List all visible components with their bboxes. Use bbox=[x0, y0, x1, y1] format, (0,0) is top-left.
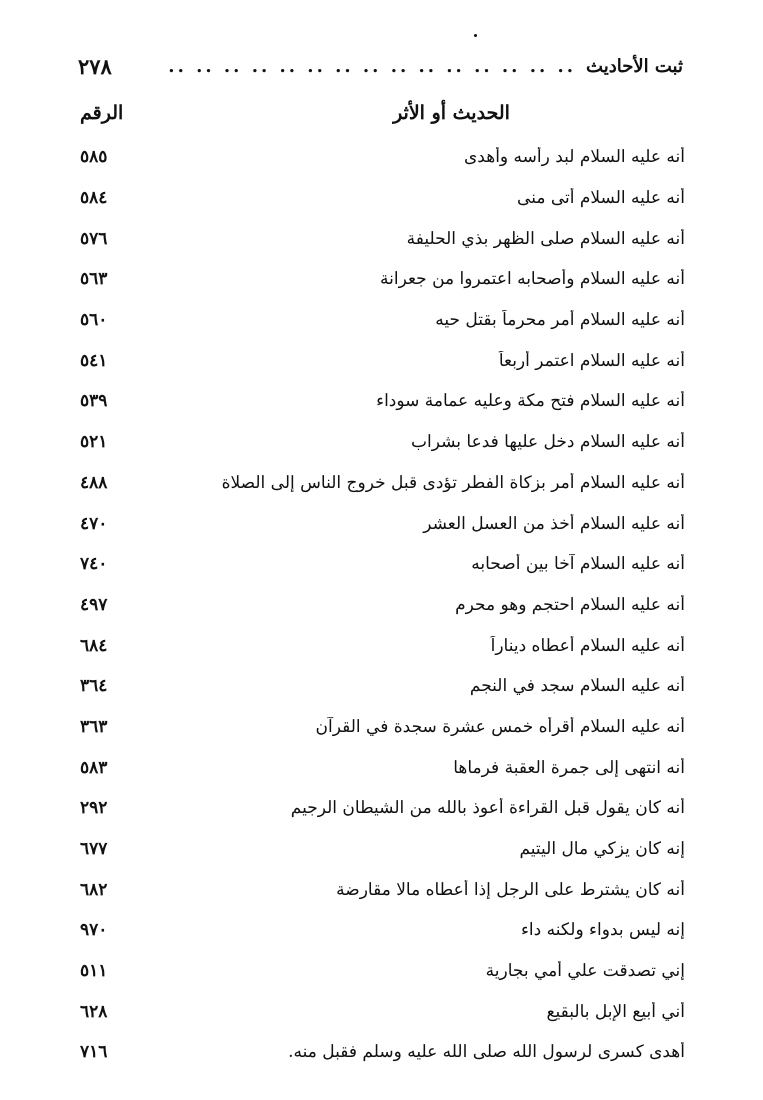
page-number: ٢٧٨ bbox=[78, 53, 112, 79]
ink-dot bbox=[474, 34, 477, 37]
index-row bbox=[80, 1032, 685, 1073]
hadith-number: ٩٧٠ bbox=[80, 920, 108, 941]
hadith-number: ٥٧٦ bbox=[80, 228, 108, 249]
index-row bbox=[80, 259, 685, 300]
index-row bbox=[80, 463, 685, 504]
hadith-text: أنه عليه السلام آخا بين أصحابه bbox=[471, 554, 685, 575]
hadith-number: ٥١١ bbox=[80, 961, 108, 982]
hadith-text: أنه عليه السلام دخل عليها فدعا بشراب bbox=[411, 432, 685, 453]
hadith-number: ٥٣٩ bbox=[80, 391, 108, 412]
hadith-text: أنه عليه السلام احتجم وهو محرم bbox=[455, 594, 685, 615]
hadith-number: ٧١٦ bbox=[80, 1042, 108, 1063]
heading-number: الرقم bbox=[80, 102, 124, 124]
index-row bbox=[80, 829, 685, 870]
index-row bbox=[80, 300, 685, 341]
hadith-text: إني تصدقت علي أمي بجارية bbox=[485, 961, 685, 982]
index-row bbox=[80, 544, 685, 585]
index-row bbox=[80, 178, 685, 219]
hadith-text: أنه عليه السلام اعتمر أربعاً bbox=[498, 350, 685, 371]
index-row bbox=[80, 951, 685, 992]
index-row bbox=[80, 218, 685, 259]
hadith-text: أني أبيع الإبل بالبقيع bbox=[546, 1001, 685, 1022]
hadith-text: أنه انتهى إلى جمرة العقبة فرماها bbox=[453, 757, 685, 778]
hadith-text: إنه كان يزكي مال اليتيم bbox=[519, 839, 685, 860]
hadith-number: ٦٢٨ bbox=[80, 1001, 108, 1022]
column-headings bbox=[80, 96, 683, 130]
hadith-text: أنه عليه السلام أمر بزكاة الفطر تؤدى قبل خروج الناس إلى الصلاة bbox=[221, 472, 685, 493]
hadith-number: ٧٤٠ bbox=[80, 554, 108, 575]
hadith-text: أنه عليه السلام وأصحابه اعتمروا من جعرانة bbox=[380, 269, 685, 290]
hadith-text: أهدى كسرى لرسول الله صلى الله عليه وسلم فقبل منه. bbox=[288, 1042, 685, 1063]
index-row bbox=[80, 137, 685, 178]
header-title: ثبت الأحاديث bbox=[586, 55, 683, 77]
hadith-number: ٤٨٨ bbox=[80, 472, 108, 493]
hadith-number: ٣٦٤ bbox=[80, 676, 108, 697]
hadith-index-list bbox=[80, 137, 685, 1073]
hadith-number: ٤٩٧ bbox=[80, 594, 108, 615]
hadith-text: أنه عليه السلام أقرأه خمس عشرة سجدة في القرآن bbox=[315, 716, 685, 737]
running-header bbox=[78, 50, 683, 82]
hadith-text: أنه عليه السلام أتى منى bbox=[517, 188, 685, 209]
index-row bbox=[80, 991, 685, 1032]
hadith-number: ٥٨٥ bbox=[80, 147, 108, 168]
index-row bbox=[80, 625, 685, 666]
index-row bbox=[80, 788, 685, 829]
hadith-text: أنه عليه السلام لبد رأسه وأهدى bbox=[464, 147, 685, 168]
index-row bbox=[80, 666, 685, 707]
index-row bbox=[80, 340, 685, 381]
index-row bbox=[80, 707, 685, 748]
hadith-number: ٦٧٧ bbox=[80, 839, 108, 860]
heading-hadith: الحديث أو الأثر bbox=[393, 102, 510, 124]
hadith-number: ٥٦٠ bbox=[80, 310, 108, 331]
index-row bbox=[80, 503, 685, 544]
header-leader-dots: .. .. .. .. .. .. .. .. .. .. .. .. .. .. .. bbox=[168, 55, 577, 77]
index-row bbox=[80, 747, 685, 788]
index-row bbox=[80, 381, 685, 422]
hadith-text: أنه عليه السلام أمر محرماً بقتل حيه bbox=[435, 310, 685, 331]
hadith-text: أنه عليه السلام أعطاه ديناراً bbox=[490, 635, 685, 656]
hadith-text: إنه ليس بدواء ولكنه داء bbox=[520, 920, 685, 941]
hadith-number: ٥٢١ bbox=[80, 432, 108, 453]
hadith-number: ٥٦٣ bbox=[80, 269, 108, 290]
hadith-number: ٥٨٣ bbox=[80, 757, 108, 778]
hadith-text: أنه عليه السلام أخذ من العسل العشر bbox=[423, 513, 685, 534]
hadith-number: ٥٨٤ bbox=[80, 188, 108, 209]
hadith-number: ٤٧٠ bbox=[80, 513, 108, 534]
hadith-text: أنه عليه السلام فتح مكة وعليه عمامة سوداء bbox=[376, 391, 685, 412]
hadith-number: ٦٨٢ bbox=[80, 879, 108, 900]
index-row bbox=[80, 585, 685, 626]
hadith-text: أنه عليه السلام صلى الظهر بذي الحليفة bbox=[406, 228, 685, 249]
index-row bbox=[80, 910, 685, 951]
hadith-number: ٣٦٣ bbox=[80, 716, 108, 737]
hadith-text: أنه عليه السلام سجد في النجم bbox=[469, 676, 685, 697]
hadith-text: أنه كان يشترط على الرجل إذا أعطاه مالا مقارضة bbox=[336, 879, 685, 900]
hadith-number: ٦٨٤ bbox=[80, 635, 108, 656]
hadith-number: ٢٩٢ bbox=[80, 798, 108, 819]
hadith-text: أنه كان يقول قبل القراءة أعوذ بالله من الشيطان الرجيم bbox=[290, 798, 685, 819]
index-row bbox=[80, 869, 685, 910]
hadith-number: ٥٤١ bbox=[80, 350, 108, 371]
index-row bbox=[80, 422, 685, 463]
